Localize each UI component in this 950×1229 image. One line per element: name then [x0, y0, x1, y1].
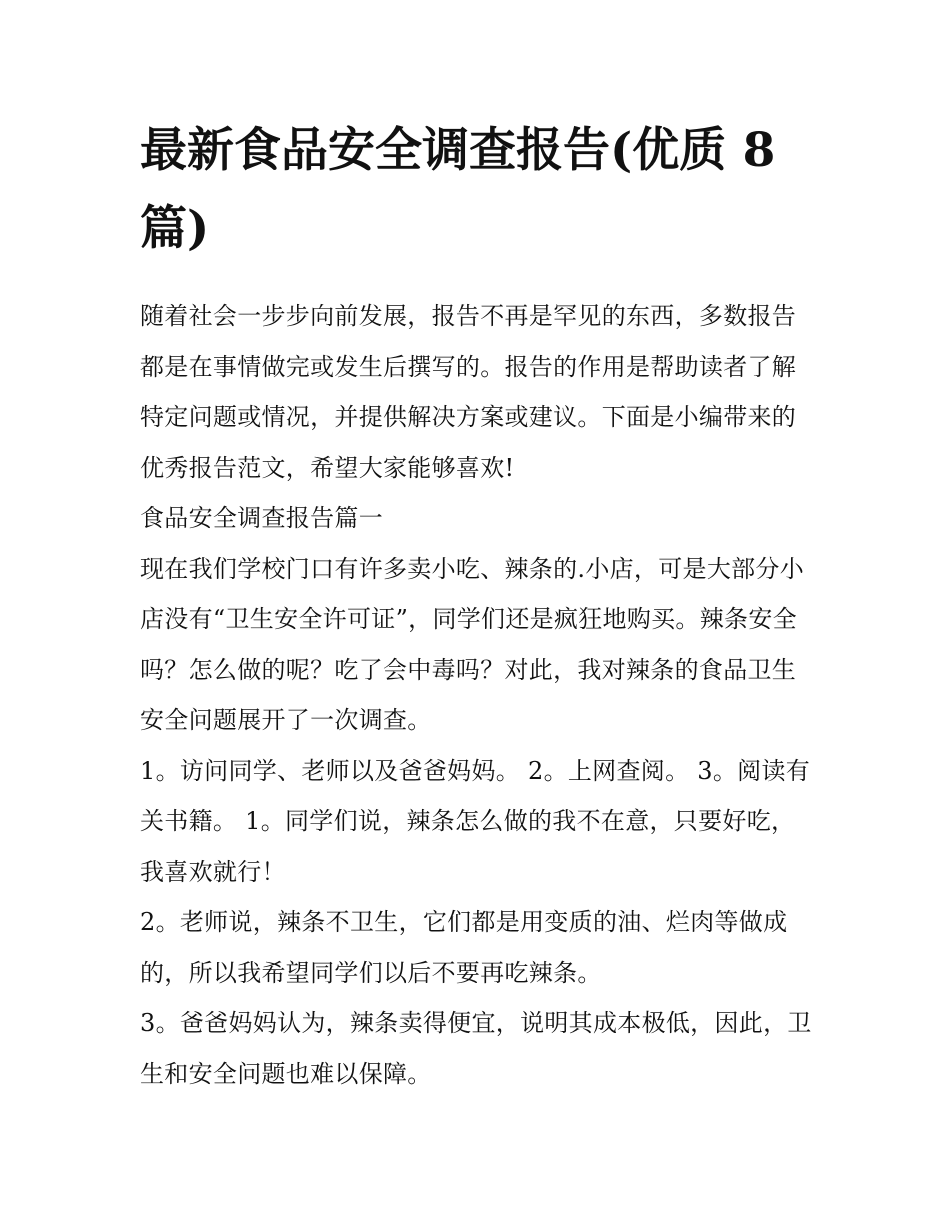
document-page [140, 112, 812, 1099]
document-title: 最新食品安全调查报告(优质 8 篇) [140, 123, 776, 256]
body-paragraph: 3。爸爸妈妈认为，辣条卖得便宜，说明其成本极低，因此，卫生和安全问题也难以保障。 [140, 1009, 812, 1088]
intro-paragraph: 随着社会一步步向前发展，报告不再是罕见的东西，多数报告都是在事情做完或发生后撰写的。报告的作用是帮助读者了解特定问题或情况，并提供解决方案或建议。下面是小编带来的优秀报告范文，希望大家能够喜欢! [140, 302, 797, 482]
section-heading: 食品安全调查报告篇一 [140, 504, 383, 532]
body-paragraph: 1。访问同学、老师以及爸爸妈妈。 2。上网查阅。 3。阅读有关书籍。 1。同学们说，辣条怎么做的我不在意，只要好吃，我喜欢就行！ [140, 756, 811, 886]
body-paragraph: 2。老师说，辣条不卫生，它们都是用变质的油、烂肉等做成的，所以我希望同学们以后不要再吃辣条。 [140, 908, 788, 987]
body-paragraph: 现在我们学校门口有许多卖小吃、辣条的.小店，可是大部分小店没有“卫生安全许可证”，同学们还是疯狂地购买。辣条安全吗？怎么做的呢？吃了会中毒吗？对此，我对辣条的食品卫生安全问题展开了一次调查。 [140, 554, 805, 734]
